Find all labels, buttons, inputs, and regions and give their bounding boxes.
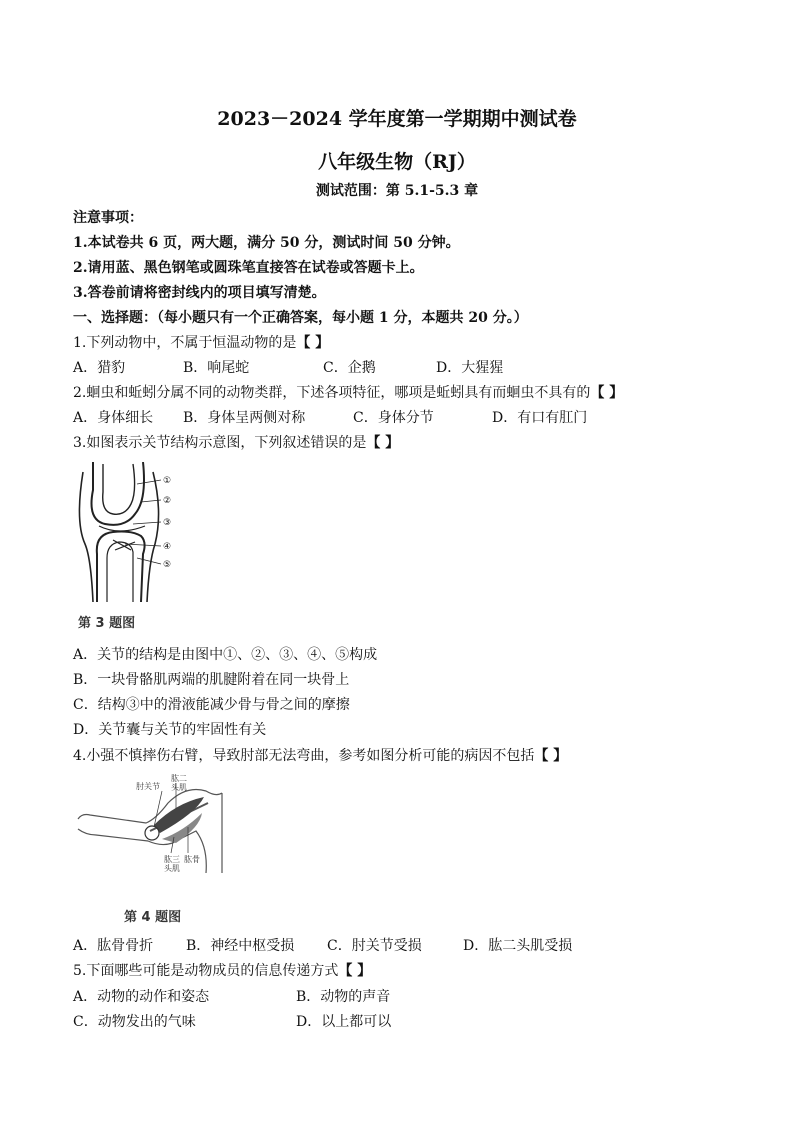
- figure3-label-4: ④: [163, 542, 172, 552]
- q5-option-b: B．动物的声音: [296, 989, 391, 1005]
- figure-4-caption: 第 4 题图: [124, 910, 182, 925]
- figure4-label-biceps-2: 头肌: [171, 783, 187, 792]
- joint-structure-figure: [75, 462, 200, 602]
- figure3-label-2: ②: [163, 496, 172, 506]
- figure4-label-triceps-2: 头肌: [164, 864, 180, 873]
- q3-option-d: D．关节囊与关节的牢固性有关: [73, 722, 267, 738]
- question-3: [73, 432, 399, 452]
- answer-bracket: 【 】: [366, 435, 400, 451]
- q4-option-c: C．肘关节受损: [327, 938, 422, 954]
- figure4-label-humerus: 肱骨: [184, 855, 200, 864]
- q3-option-b: B．一块骨骼肌两端的肌腱附着在同一块骨上: [73, 672, 350, 688]
- answer-bracket: 【 】: [590, 385, 624, 401]
- q2-option-b: B．身体呈两侧对称: [183, 410, 306, 426]
- notice-heading: 注意事项：: [73, 210, 143, 226]
- exam-subject: 八年级生物（RJ）: [318, 151, 476, 173]
- q3-option-c: C．结构③中的滑液能减少骨与骨之间的摩擦: [73, 697, 350, 713]
- q5-option-c: C．动物发出的气味: [73, 1014, 196, 1030]
- q4-option-d: D．肱二头肌受损: [463, 938, 573, 954]
- figure3-label-3: ③: [163, 518, 172, 528]
- q1-option-d: D．大猩猩: [436, 360, 504, 376]
- q1-option-c: C．企鹅: [323, 360, 376, 376]
- exam-scope: 测试范围：第 5.1-5.3 章: [315, 183, 479, 199]
- figure3-label-1: ①: [163, 476, 172, 486]
- section-heading: 一、选择题：（每小题只有一个正确答案，每小题 1 分，本题共 20 分。）: [73, 310, 528, 326]
- notice-item-2: 2.请用蓝、黑色钢笔或圆珠笔直接答在试卷或答题卡上。: [73, 260, 424, 276]
- question-5: [73, 960, 371, 980]
- q2-option-c: C．身体分节: [353, 410, 434, 426]
- q1-option-b: B．响尾蛇: [183, 360, 250, 376]
- arm-figure: [76, 773, 226, 873]
- q4-option-a: A．肱骨骨折: [73, 938, 154, 954]
- figure4-label-triceps-1: 肱三: [164, 855, 180, 864]
- answer-bracket: 【 】: [534, 748, 568, 764]
- figure4-label-biceps-1: 肱二: [171, 774, 187, 783]
- q2-option-d: D．有口有肛门: [492, 410, 588, 426]
- q4-option-b: B．神经中枢受损: [186, 938, 295, 954]
- q5-option-d: D．以上都可以: [296, 1014, 392, 1030]
- question-2: [73, 382, 623, 402]
- question-5-stem: 5.下面哪些可能是动物成员的信息传递方式: [73, 963, 339, 979]
- notice-item-1: 1.本试卷共 6 页，两大题，满分 50 分，测试时间 50 分钟。: [73, 235, 460, 251]
- question-2-stem: 2.蛔虫和蚯蚓分属不同的动物类群，下述各项特征，哪项是蚯蚓具有而蛔虫不具有的: [73, 385, 591, 401]
- notice-item-3: 3.答卷前请将密封线内的项目填写清楚。: [73, 285, 326, 301]
- q1-option-a: A．猎豹: [73, 360, 126, 376]
- answer-bracket: 【 】: [338, 963, 372, 979]
- exam-title: 2023－2024 学年度第一学期期中测试卷: [217, 108, 577, 130]
- figure-3-caption: 第 3 题图: [78, 616, 136, 631]
- q2-option-a: A．身体细长: [73, 410, 154, 426]
- q5-option-a: A．动物的动作和姿态: [73, 989, 210, 1005]
- figure3-label-5: ⑤: [163, 560, 172, 570]
- question-3-stem: 3.如图表示关节结构示意图，下列叙述错误的是: [73, 435, 367, 451]
- question-4: [73, 745, 567, 765]
- answer-bracket: 【 】: [296, 335, 330, 351]
- question-1-stem: 1.下列动物中，不属于恒温动物的是: [73, 335, 297, 351]
- question-4-stem: 4.小强不慎摔伤右臂，导致肘部无法弯曲，参考如图分析可能的病因不包括: [73, 748, 535, 764]
- q3-option-a: A．关节的结构是由图中①、②、③、④、⑤构成: [73, 647, 378, 663]
- question-1: [73, 332, 329, 352]
- figure4-label-elbow: 肘关节: [136, 782, 160, 791]
